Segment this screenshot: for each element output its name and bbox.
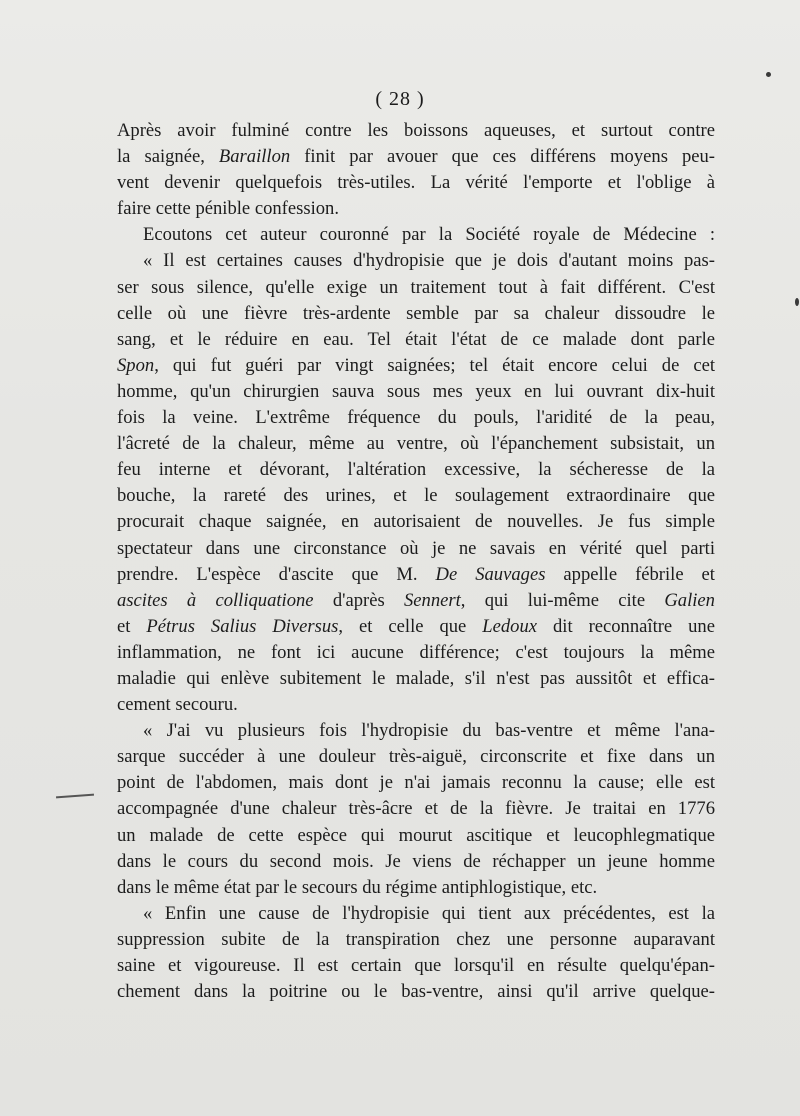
- text-line: Après avoir fulminé contre les boissons aqueuses, et surtout contre: [117, 120, 715, 141]
- text-line: homme, qu'un chirurgien sauva sous mes yeux en lui ouvrant dix-huit: [117, 380, 715, 402]
- text-line: Spon, qui fut guéri par vingt saignées; tel était encore celui de cet: [117, 354, 715, 376]
- text-line: point de l'abdomen, mais dont je n'ai jamais reconnu la cause; elle est: [117, 772, 715, 794]
- text-line: fois la veine. L'extrême fréquence du pouls, l'aridité de la peau,: [117, 407, 715, 429]
- text-line: suppression subite de la transpiration chez une personne auparavant: [117, 928, 715, 950]
- text-line: chement dans la poitrine ou le bas-ventre, ainsi qu'il arrive quelque-: [117, 981, 715, 1003]
- text-line: l'âcreté de la chaleur, même au ventre, où l'épanchement subsistait, un: [117, 433, 715, 455]
- text-line: dans le même état par le secours du régime antiphlogistique, etc.: [117, 876, 598, 898]
- italic-term: De Sauvages: [435, 563, 546, 585]
- text-line: la saignée, Baraillon finit par avouer que ces différens moyens peu-: [117, 146, 716, 168]
- text-line: accompagnée d'une chaleur très-âcre et de la fièvre. Je traitai en 1776: [117, 798, 715, 820]
- text-line: ser sous silence, qu'elle exige un traitement tout à fait différent. C'est: [117, 276, 715, 298]
- text-line: et Pétrus Salius Diversus, et celle que Ledoux dit reconnaître une: [117, 615, 715, 637]
- text-line: saine et vigoureuse. Il est certain que lorsqu'il en résulte quelqu'épan-: [117, 955, 715, 976]
- italic-term: Sennert: [403, 589, 461, 611]
- text-line: inflammation, ne font ici aucune différence; c'est toujours la même: [117, 641, 715, 663]
- text-line: faire cette pénible confession.: [117, 198, 339, 220]
- italic-term: Spon: [117, 354, 155, 376]
- text-line: celle où une fièvre très-ardente semble par sa chaleur dissoudre le: [117, 302, 715, 324]
- text-line: bouche, la rareté des urines, et le soulagement extraordinaire que: [117, 485, 715, 507]
- text-line: vent devenir quelquefois très-utiles. La vérité l'emporte et l'oblige à: [117, 172, 715, 194]
- text-line: maladie qui enlève subitement le malade, s'il n'est pas aussitôt et effica-: [117, 667, 715, 689]
- italic-term: Pétrus Salius Diversus: [146, 615, 339, 637]
- text-line: « Il est certaines causes d'hydropisie que je dois d'autant moins pas-: [143, 250, 715, 272]
- text-line: Ecoutons cet auteur couronné par la Société royale de Médecine :: [143, 224, 715, 246]
- text-line: un malade de cette espèce qui mourut ascitique et leucophlegmatique: [117, 824, 715, 846]
- text-line: « J'ai vu plusieurs fois l'hydropisie du bas-ventre et même l'ana-: [143, 720, 715, 742]
- italic-term: ascites à colliquatione: [117, 589, 314, 611]
- text-line: sang, et le réduire en eau. Tel était l'état de ce malade dont parle: [117, 328, 715, 350]
- italic-term: Ledoux: [482, 615, 538, 637]
- text-line: ascites à colliquatione d'après Sennert, qui lui-même cite Galien: [117, 589, 715, 611]
- body-text: [117, 118, 715, 1005]
- text-line: prendre. L'espèce d'ascite que M. De Sauvages appelle fébrile et: [117, 563, 715, 585]
- text-line: dans le cours du second mois. Je viens de réchapper un jeune homme: [117, 850, 715, 872]
- text-line: procurait chaque saignée, en autorisaient de nouvelles. Je fus simple: [117, 511, 715, 533]
- ink-dot: [766, 72, 771, 77]
- text-line: cement secouru.: [117, 694, 238, 716]
- margin-mark: [56, 794, 94, 799]
- text-line: « Enfin une cause de l'hydropisie qui tient aux précédentes, est la: [143, 902, 715, 924]
- page-number: ( 28 ): [375, 88, 425, 110]
- italic-term: Baraillon: [218, 146, 291, 168]
- italic-term: Galien: [664, 589, 715, 611]
- ink-dot: [795, 298, 799, 306]
- text-line: sarque succéder à une douleur très-aiguë, circonscrite et fixe dans un: [117, 746, 715, 768]
- text-line: spectateur dans une circonstance où je ne savais en vérité quel parti: [117, 537, 715, 559]
- text-line: feu interne et dévorant, l'altération excessive, la sécheresse de la: [117, 459, 715, 481]
